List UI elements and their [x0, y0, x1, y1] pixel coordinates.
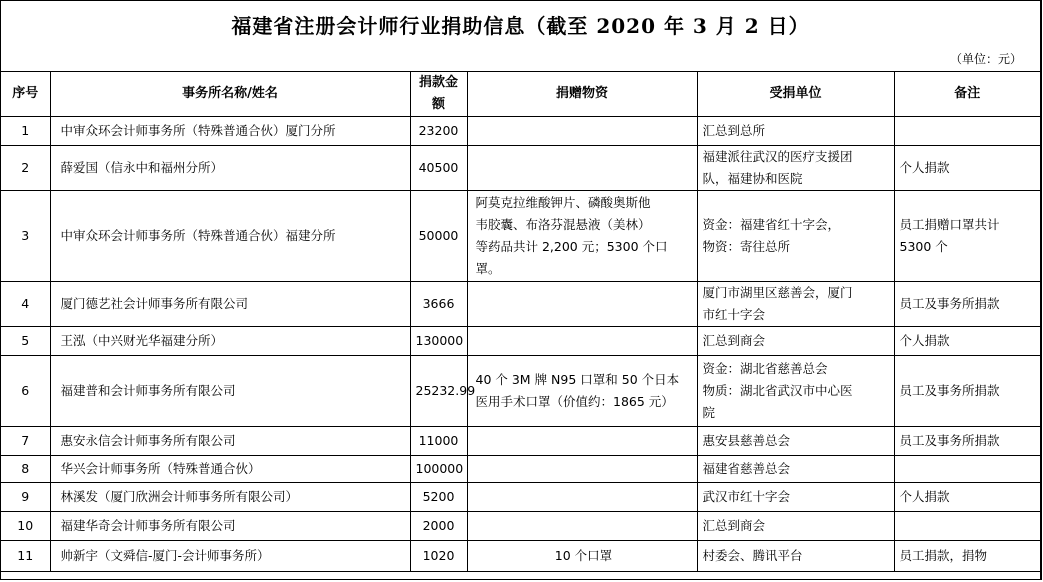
- cell-no: 1: [1, 117, 50, 146]
- cell-note: [894, 512, 1040, 541]
- cell-note: [894, 456, 1040, 483]
- cell-recipient: 汇总到商会: [697, 512, 894, 541]
- cell-goods: [467, 427, 697, 456]
- cell-note: 个人捐款: [894, 146, 1040, 191]
- cell-amount: 50000: [410, 191, 467, 282]
- cell-recipient: 福建省慈善总会: [697, 456, 894, 483]
- cell-firm: 惠安永信会计师事务所有限公司: [50, 427, 410, 456]
- cell-firm: 林溪发（厦门欣洲会计师事务所有限公司）: [50, 483, 410, 512]
- cell-recipient: 资金：福建省红十字会， 物资：寄往总所: [697, 191, 894, 282]
- cell-note: 员工捐款，捐物: [894, 541, 1040, 572]
- table-row: [1, 456, 1040, 483]
- cell-firm: 薛爱国（信永中和福州分所）: [50, 146, 410, 191]
- cell-no: 8: [1, 456, 50, 483]
- header-amount: 捐款金额: [410, 72, 467, 117]
- cell-no: 7: [1, 427, 50, 456]
- cell-note: 员工捐赠口罩共计 5300 个: [894, 191, 1040, 282]
- cell-amount: 1020: [410, 541, 467, 572]
- cell-goods: [467, 146, 697, 191]
- header-firm: 事务所名称/姓名: [50, 72, 410, 117]
- cell-firm: 福建华奇会计师事务所有限公司: [50, 512, 410, 541]
- cell-goods: [467, 456, 697, 483]
- cell-note: [894, 117, 1040, 146]
- cell-amount: 100000: [410, 456, 467, 483]
- cell-no: 3: [1, 191, 50, 282]
- cell-goods: [467, 483, 697, 512]
- cell-goods: [467, 117, 697, 146]
- page-title: 福建省注册会计师行业捐助信息（截至 2020 年 3 月 2 日）: [231, 14, 810, 38]
- header-no: 序号: [1, 72, 50, 117]
- cell-no: 4: [1, 282, 50, 327]
- header-goods: 捐赠物资: [467, 72, 697, 117]
- cell-goods: [467, 327, 697, 356]
- cell-firm: 福建普和会计师事务所有限公司: [50, 356, 410, 427]
- cell-firm: 中审众环会计师事务所（特殊普通合伙）福建分所: [50, 191, 410, 282]
- cell-firm: 中审众环会计师事务所（特殊普通合伙）厦门分所: [50, 117, 410, 146]
- table-row: [1, 282, 1040, 327]
- cell-recipient: 村委会、腾讯平台: [697, 541, 894, 572]
- table-row: [1, 541, 1040, 572]
- cell-no: 10: [1, 512, 50, 541]
- table-header-row: [1, 72, 1040, 117]
- cell-firm: 华兴会计师事务所（特殊普通合伙）: [50, 456, 410, 483]
- cell-goods: 10 个口罩: [467, 541, 697, 572]
- cell-firm: 王泓（中兴财光华福建分所）: [50, 327, 410, 356]
- cell-firm: 厦门德艺社会计师事务所有限公司: [50, 282, 410, 327]
- table-row: [1, 117, 1040, 146]
- cell-no: 11: [1, 541, 50, 572]
- cell-no: 6: [1, 356, 50, 427]
- cell-no: 2: [1, 146, 50, 191]
- unit-label: （单位：元）: [949, 52, 1022, 66]
- cell-goods: 40 个 3M 牌 N95 口罩和 50 个日本 医用手术口罩（价值约：1865 元）: [467, 356, 697, 427]
- cell-recipient: 武汉市红十字会: [697, 483, 894, 512]
- table-row: [1, 427, 1040, 456]
- cell-recipient: 惠安县慈善总会: [697, 427, 894, 456]
- cell-amount: 5200: [410, 483, 467, 512]
- cell-no: 9: [1, 483, 50, 512]
- table-row: [1, 356, 1040, 427]
- cell-recipient: 厦门市湖里区慈善会，厦门 市红十字会: [697, 282, 894, 327]
- cell-goods: 阿莫克拉维酸钾片、磷酸奥斯他 韦胶囊、布洛芬混悬液（美林） 等药品共计 2,200 元；5300 个口 罩。: [467, 191, 697, 282]
- cell-note: 员工及事务所捐款: [894, 427, 1040, 456]
- cell-amount: 25232.99: [410, 356, 467, 427]
- donation-table: [1, 71, 1040, 572]
- cell-note: 员工及事务所捐款: [894, 356, 1040, 427]
- cell-note: 员工及事务所捐款: [894, 282, 1040, 327]
- header-note: 备注: [894, 72, 1040, 117]
- cell-recipient: 汇总到总所: [697, 117, 894, 146]
- cell-amount: 130000: [410, 327, 467, 356]
- cell-note: 个人捐款: [894, 483, 1040, 512]
- cell-goods: [467, 512, 697, 541]
- table-row: [1, 512, 1040, 541]
- table-row: [1, 146, 1040, 191]
- cell-recipient: 福建派往武汉的医疗支援团 队，福建协和医院: [697, 146, 894, 191]
- cell-firm: 帅新宇（文舜信-厦门-会计师事务所）: [50, 541, 410, 572]
- cell-recipient: 资金：湖北省慈善总会 物质：湖北省武汉市中心医 院: [697, 356, 894, 427]
- cell-amount: 23200: [410, 117, 467, 146]
- cell-note: 个人捐款: [894, 327, 1040, 356]
- cell-recipient: 汇总到商会: [697, 327, 894, 356]
- cell-amount: 2000: [410, 512, 467, 541]
- cell-goods: [467, 282, 697, 327]
- cell-amount: 11000: [410, 427, 467, 456]
- table-row: [1, 327, 1040, 356]
- table-row: [1, 483, 1040, 512]
- table-row: [1, 191, 1040, 282]
- cell-amount: 40500: [410, 146, 467, 191]
- cell-no: 5: [1, 327, 50, 356]
- cell-amount: 3666: [410, 282, 467, 327]
- header-recipient: 受捐单位: [697, 72, 894, 117]
